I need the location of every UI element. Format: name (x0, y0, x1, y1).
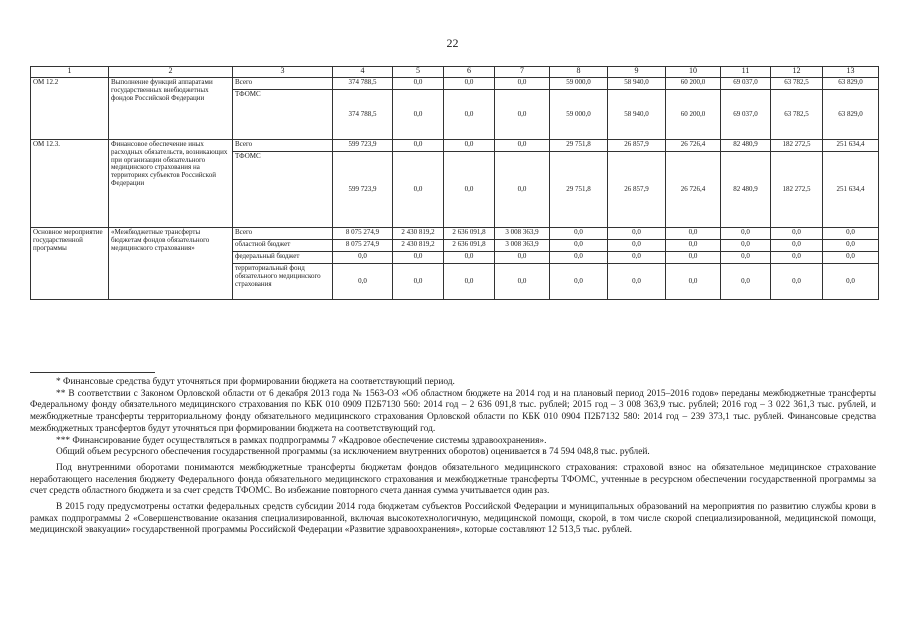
value-cell: 69 037,0 (721, 90, 771, 140)
value-cell: 63 782,5 (771, 78, 823, 90)
footnote-1: * Финансовые средства будут уточняться при формировании бюджета на соответствующий период. (56, 377, 455, 387)
value-cell: 0,0 (666, 252, 721, 264)
source-label: ТФОМС (233, 90, 333, 140)
value-cell: 0,0 (823, 228, 879, 240)
value-cell: 26 726,4 (666, 140, 721, 152)
header-cell: 6 (444, 67, 495, 78)
header-cell: 12 (771, 67, 823, 78)
value-cell: 0,0 (333, 252, 393, 264)
value-cell: 0,0 (393, 90, 444, 140)
value-cell: 0,0 (393, 264, 444, 300)
value-cell: 0,0 (666, 240, 721, 252)
resource-table (30, 66, 879, 300)
value-cell: 0,0 (495, 264, 550, 300)
value-cell: 251 634,4 (823, 140, 879, 152)
source-label: Всего (233, 140, 333, 152)
value-cell: 251 634,4 (823, 152, 879, 228)
value-cell: 0,0 (721, 240, 771, 252)
value-cell: 82 480,9 (721, 140, 771, 152)
value-cell: 2 636 091,8 (444, 240, 495, 252)
paragraph-2015-balance: В 2015 году предусмотрены остатки федеральных средств субсидии 2014 года бюджетам субъектов Российской Федерации и муниципальных образований на мероприятия по развитию службы крови в рамках подпрограммы 2 «Совершенствование оказания специализированной, включая высокотехнологичную, медицинской помощи, скорой, в том числе скорой специализированной, медицинской помощи, медицинской эвакуации» государственной программы Российской Федерации «Развитие здравоохранения», которые составляют 12 513,5 тыс. рублей. (30, 502, 876, 536)
table-header-row (31, 67, 879, 78)
value-cell: 0,0 (550, 228, 608, 240)
value-cell: 0,0 (393, 152, 444, 228)
header-cell: 8 (550, 67, 608, 78)
value-cell: 59 000,0 (550, 90, 608, 140)
source-label: Всего (233, 228, 333, 240)
value-cell: 0,0 (771, 252, 823, 264)
value-cell: 8 075 274,9 (333, 228, 393, 240)
value-cell: 0,0 (721, 264, 771, 300)
value-cell: 374 788,5 (333, 90, 393, 140)
value-cell: 182 272,5 (771, 140, 823, 152)
value-cell: 0,0 (608, 240, 666, 252)
footnote-2: ** В соответствии с Законом Орловской области от 6 декабря 2013 года № 1563-ОЗ «Об областном бюджете на 2014 год и на плановый период 2015–2016 годов» переданы межбюджетные трансферты Федеральному фонду обязательного медицинского страхования по КБК 010 0909 П2Б7130 560: 2014 год – 2 636 091,8 тыс. рублей; 2015 год – 3 008 363,9 тыс. рублей; 2016 год – 3 022 361,3 тыс. рублей, и межбюджетные трансферты территориальному фонду обязательного медицинского страхования Орловской области по КБК 010 0904 П2Б7132 580: 2014 год – 239 373,1 тыс. рублей. Финансовые средства межбюджетных трансфертов будут уточняться при формировании бюджета на соответствующий год. (30, 388, 876, 434)
value-cell: 0,0 (771, 264, 823, 300)
footnote-divider (30, 372, 155, 373)
value-cell: 0,0 (393, 140, 444, 152)
value-cell: 2 430 819,2 (393, 228, 444, 240)
header-cell: 2 (109, 67, 233, 78)
page-number: 22 (446, 36, 459, 50)
row-name: «Межбюджетные трансферты бюджетам фондов обязательного медицинского страхования» (109, 228, 233, 300)
value-cell: 82 480,9 (721, 152, 771, 228)
source-label: Всего (233, 78, 333, 90)
header-cell: 4 (333, 67, 393, 78)
value-cell: 182 272,5 (771, 152, 823, 228)
value-cell: 3 008 363,9 (495, 240, 550, 252)
value-cell: 29 751,8 (550, 152, 608, 228)
value-cell: 0,0 (444, 78, 495, 90)
value-cell: 8 075 274,9 (333, 240, 393, 252)
row-code: Основное мероприятие государственной программы (31, 228, 109, 300)
value-cell: 0,0 (393, 252, 444, 264)
value-cell: 0,0 (444, 264, 495, 300)
value-cell: 0,0 (444, 140, 495, 152)
value-cell: 58 940,0 (608, 78, 666, 90)
value-cell: 599 723,9 (333, 140, 393, 152)
value-cell: 60 200,0 (666, 78, 721, 90)
row-code: ОМ 12.3. (31, 140, 109, 228)
header-cell: 1 (31, 67, 109, 78)
value-cell: 0,0 (333, 264, 393, 300)
value-cell: 0,0 (608, 228, 666, 240)
row-name: Финансовое обеспечение иных расходных обязательств, возникающих при организации обязательного медицинского страхования на территориях субъектов Российской Федерации (109, 140, 233, 228)
value-cell: 0,0 (823, 240, 879, 252)
value-cell: 0,0 (393, 78, 444, 90)
source-label: территориальный фонд обязательного медицинского страхования (233, 264, 333, 300)
value-cell: 29 751,8 (550, 140, 608, 152)
paragraph-internal-turnover: Под внутренними оборотами понимаются межбюджетные трансферты бюджетам фондов обязательного медицинского страхования: страховой взнос на обязательное медицинское страхование неработающего населения бюджету Федерального фонда обязательного медицинского страхования и межбюджетные трансферты ТФОМС, учтенные в ресурсном обеспечении государственной программы за счет средств областного бюджета и за счет средств ТФОМС. Во избежание повторного счета данная сумма учитывается один раз. (30, 462, 876, 497)
value-cell: 69 037,0 (721, 78, 771, 90)
paragraph-total: Общий объем ресурсного обеспечения государственной программы (за исключением внутренних оборотов) оценивается в 74 594 048,8 тыс. рублей. (56, 447, 650, 458)
header-cell: 13 (823, 67, 879, 78)
value-cell: 0,0 (608, 252, 666, 264)
source-label: федеральный бюджет (233, 252, 333, 264)
value-cell: 58 940,0 (608, 90, 666, 140)
value-cell: 0,0 (608, 264, 666, 300)
value-cell: 0,0 (823, 264, 879, 300)
value-cell: 0,0 (550, 240, 608, 252)
value-cell: 2 430 819,2 (393, 240, 444, 252)
value-cell: 60 200,0 (666, 90, 721, 140)
value-cell: 26 726,4 (666, 152, 721, 228)
header-cell: 11 (721, 67, 771, 78)
value-cell: 374 788,5 (333, 78, 393, 90)
value-cell: 0,0 (495, 90, 550, 140)
value-cell: 0,0 (666, 228, 721, 240)
value-cell: 0,0 (444, 252, 495, 264)
value-cell: 0,0 (495, 78, 550, 90)
value-cell: 0,0 (721, 252, 771, 264)
footnotes (30, 377, 876, 537)
value-cell: 599 723,9 (333, 152, 393, 228)
value-cell: 63 782,5 (771, 90, 823, 140)
table-row (31, 140, 879, 152)
value-cell: 26 857,9 (608, 140, 666, 152)
value-cell: 26 857,9 (608, 152, 666, 228)
value-cell: 0,0 (444, 90, 495, 140)
value-cell: 63 829,0 (823, 78, 879, 90)
value-cell: 0,0 (721, 228, 771, 240)
table-row (31, 78, 879, 90)
value-cell: 0,0 (823, 252, 879, 264)
header-cell: 5 (393, 67, 444, 78)
header-cell: 7 (495, 67, 550, 78)
value-cell: 0,0 (666, 264, 721, 300)
value-cell: 2 636 091,8 (444, 228, 495, 240)
header-cell: 3 (233, 67, 333, 78)
row-code: ОМ 12.2 (31, 78, 109, 140)
value-cell: 0,0 (550, 252, 608, 264)
source-label: областной бюджет (233, 240, 333, 252)
value-cell: 0,0 (771, 240, 823, 252)
value-cell: 0,0 (550, 264, 608, 300)
value-cell: 0,0 (495, 152, 550, 228)
table-row (31, 228, 879, 240)
value-cell: 0,0 (495, 140, 550, 152)
value-cell: 0,0 (771, 228, 823, 240)
header-cell: 10 (666, 67, 721, 78)
value-cell: 0,0 (495, 252, 550, 264)
value-cell: 3 008 363,9 (495, 228, 550, 240)
value-cell: 59 000,0 (550, 78, 608, 90)
row-name: Выполнение функций аппаратами государственных внебюджетных фондов Российской Федерации (109, 78, 233, 140)
header-cell: 9 (608, 67, 666, 78)
source-label: ТФОМС (233, 152, 333, 228)
value-cell: 0,0 (444, 152, 495, 228)
value-cell: 63 829,0 (823, 90, 879, 140)
footnote-3: *** Финансирование будет осуществляться в рамках подпрограммы 7 «Кадровое обеспечение системы здравоохранения». (56, 435, 547, 446)
